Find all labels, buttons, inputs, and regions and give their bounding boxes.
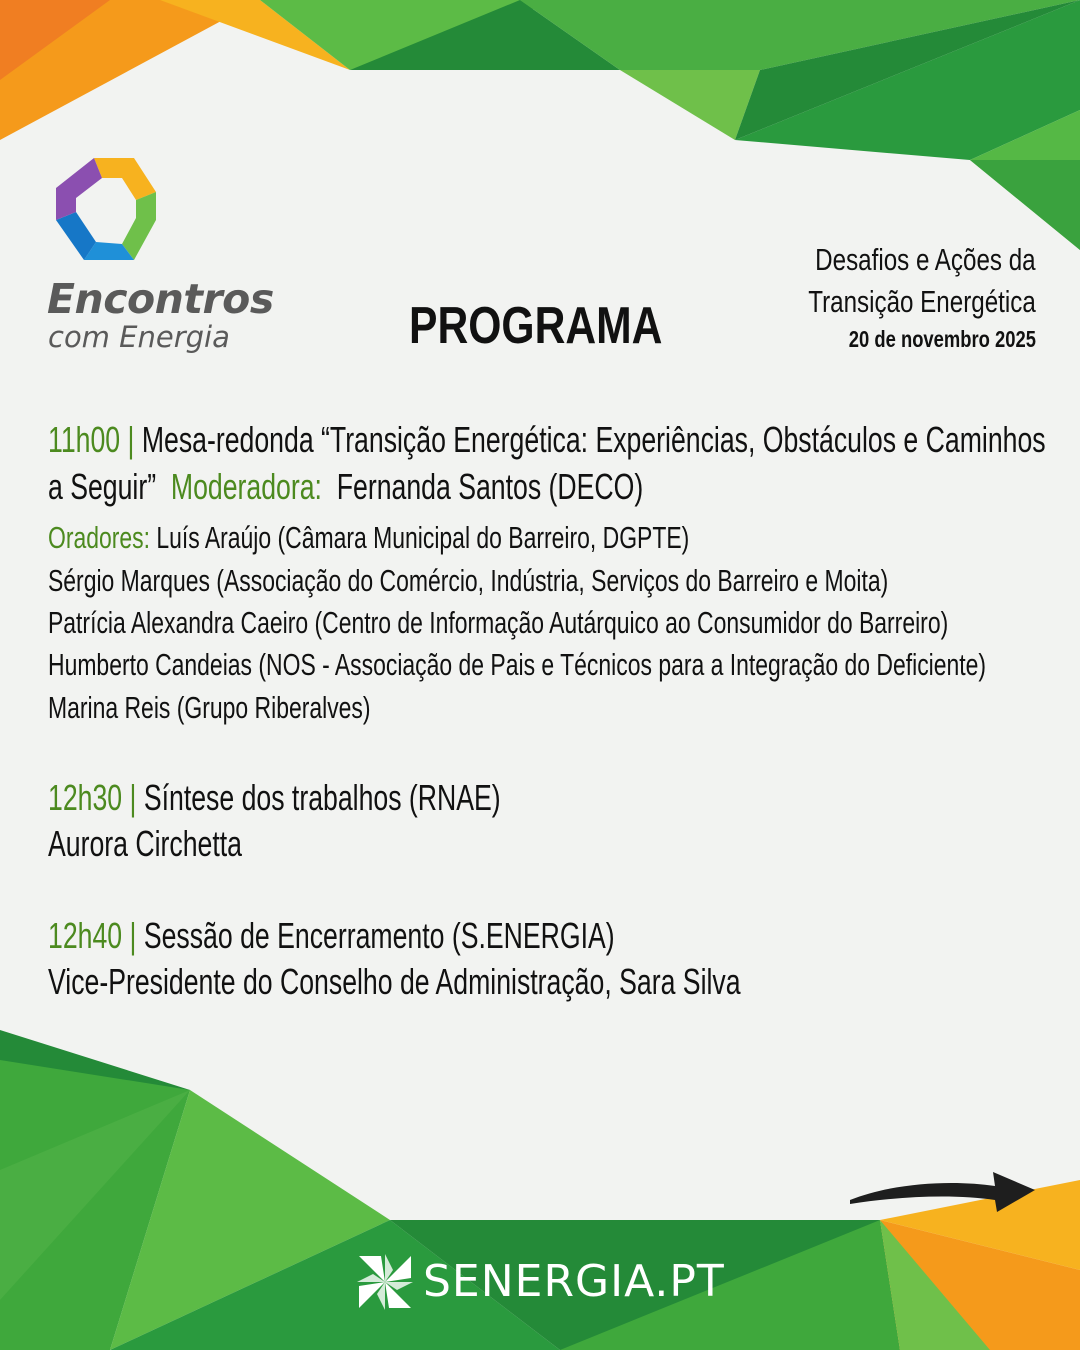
- speaker-name: Marina Reis (Grupo Riberalves): [48, 690, 371, 725]
- logo-subtitle: com Energia: [48, 320, 230, 354]
- session-1-time: 11h00: [48, 419, 121, 460]
- session-2-separator: |: [129, 777, 137, 818]
- session-2-time: 12h30: [48, 777, 123, 818]
- event-date: 20 de novembro 2025: [848, 326, 1036, 352]
- session-1-title: Mesa-redonda “Transição Energética: Experiências, Obstáculos e Caminhos: [141, 419, 1046, 460]
- event-title-line1: Desafios e Ações da: [815, 242, 1036, 277]
- session-3-person: Vice-Presidente do Conselho de Administração, Sara Silva: [48, 961, 741, 1002]
- moderator-name: Fernanda Santos (DECO): [336, 466, 644, 507]
- moderator-label: Moderadora:: [170, 466, 322, 507]
- speaker-name: Humberto Candeias (NOS - Associação de Pais e Técnicos para a Integração do Deficiente): [48, 647, 987, 682]
- speaker-name: Luís Araújo (Câmara Municipal do Barreiro, DGPTE): [156, 520, 690, 555]
- session-1-heading-cont: [48, 466, 643, 508]
- session-3-title: Sessão de Encerramento (S.ENERGIA): [143, 915, 615, 956]
- senergia-pinwheel-icon: [355, 1252, 415, 1312]
- speakers-label: Oradores:: [48, 520, 151, 555]
- speaker-row: [48, 520, 689, 556]
- arrow-right-icon[interactable]: [845, 1160, 1040, 1220]
- speaker-name: Sérgio Marques (Associação do Comércio, Indústria, Serviços do Barreiro e Moita): [48, 563, 889, 598]
- footer-brand[interactable]: SENERGIA.PT: [423, 1256, 725, 1307]
- session-1-heading: [48, 419, 1046, 461]
- speaker-name: Patrícia Alexandra Caeiro (Centro de Informação Autárquico ao Consumidor do Barreiro): [48, 605, 949, 640]
- session-3-time: 12h40: [48, 915, 123, 956]
- session-2-person: Aurora Circhetta: [48, 823, 242, 864]
- session-1-title-cont: a Seguir”: [48, 466, 157, 507]
- session-2-heading: [48, 777, 501, 819]
- session-3-separator: |: [129, 915, 137, 956]
- session-2-title: Síntese dos trabalhos (RNAE): [143, 777, 501, 818]
- logo-title: Encontros: [47, 275, 274, 323]
- event-title-line2: Transição Energética: [808, 284, 1036, 319]
- page-title: PROGRAMA: [409, 297, 663, 355]
- session-1-separator: |: [127, 419, 135, 460]
- session-3-heading: [48, 915, 615, 957]
